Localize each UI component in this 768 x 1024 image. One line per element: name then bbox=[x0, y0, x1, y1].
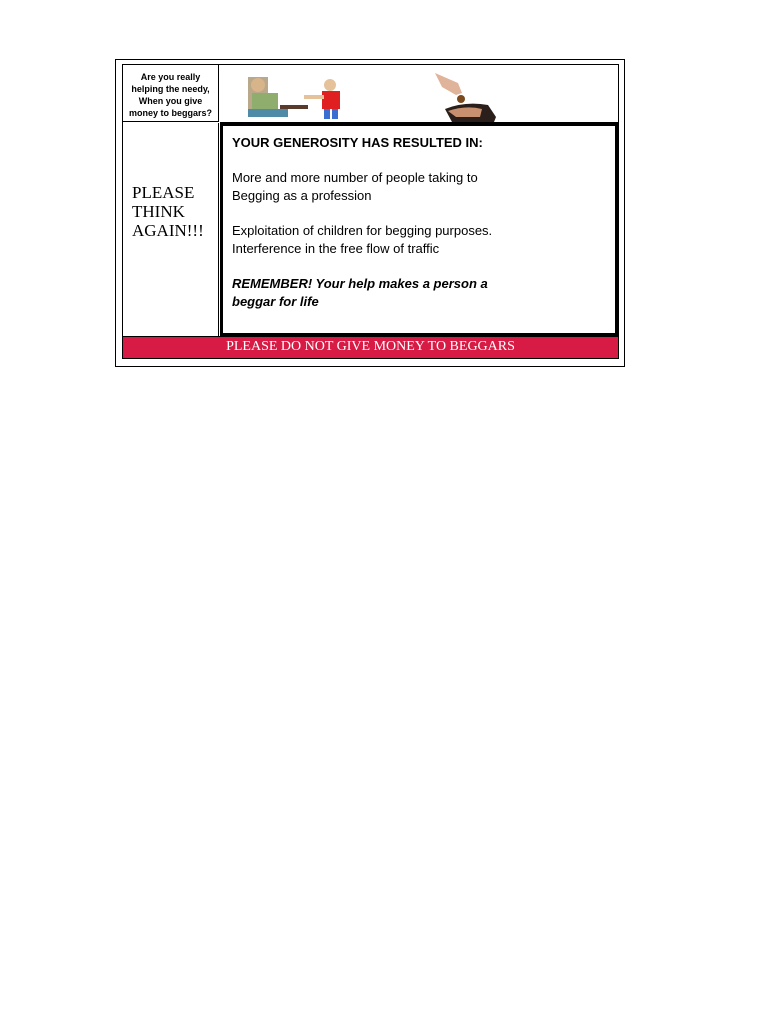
think-line: AGAIN!!! bbox=[132, 221, 204, 240]
question-line: helping the needy, bbox=[131, 84, 210, 94]
heading: YOUR GENEROSITY HAS RESULTED IN: bbox=[232, 135, 483, 150]
remember-note: REMEMBER! Your help makes a person a beggar for life bbox=[232, 276, 488, 309]
message-cell bbox=[220, 123, 618, 336]
please-think-again-cell bbox=[123, 123, 219, 336]
flyer-table bbox=[122, 64, 619, 359]
question-cell bbox=[123, 65, 219, 122]
hand-coin-illustration bbox=[435, 73, 496, 122]
point-profession: More and more number of people taking to Begging as a profession bbox=[232, 170, 478, 203]
think-line: PLEASE bbox=[132, 183, 195, 202]
illustration-cell bbox=[220, 65, 618, 123]
question-line: money to beggars? bbox=[128, 108, 212, 118]
think-line: THINK bbox=[132, 202, 185, 221]
warning-banner: PLEASE DO NOT GIVE MONEY TO BEGGARS bbox=[123, 336, 618, 358]
illustrations bbox=[220, 65, 618, 122]
question-line: Are you really bbox=[140, 72, 201, 82]
beggar-illustration bbox=[248, 77, 340, 119]
point-exploitation: Exploitation of children for begging purposes. Interference in the free flow of traffic bbox=[232, 223, 493, 256]
question-line: When you give bbox=[138, 96, 203, 106]
